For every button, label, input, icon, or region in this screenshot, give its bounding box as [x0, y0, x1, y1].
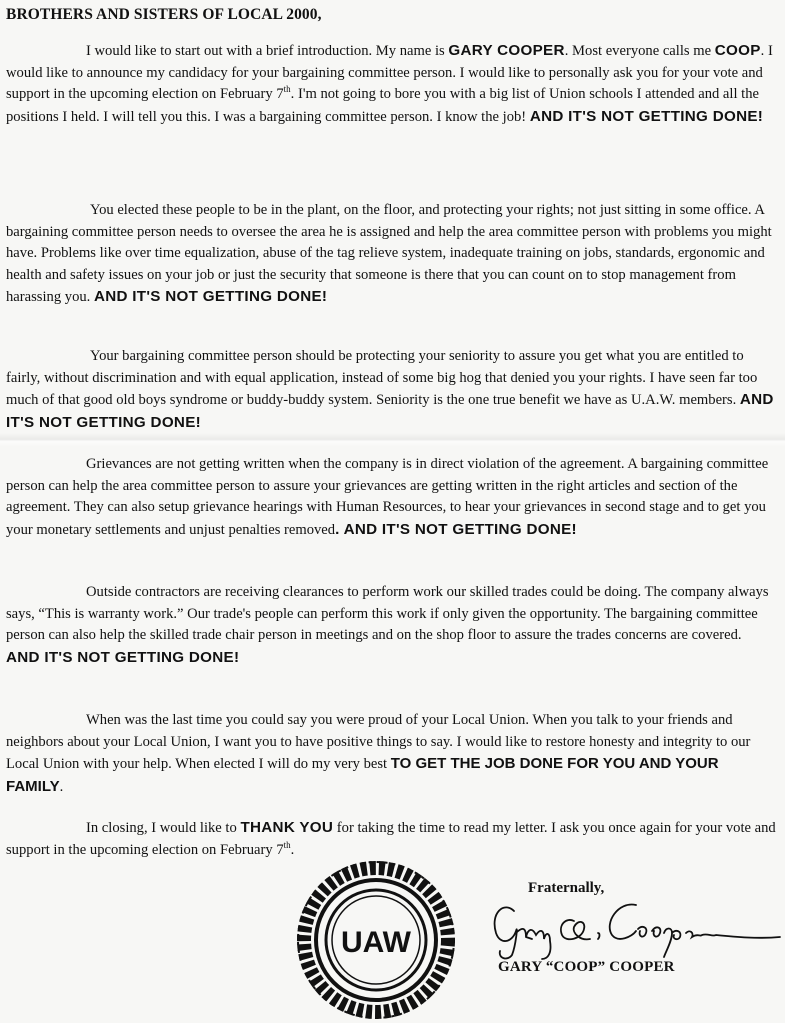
- seal-text: UAW: [341, 926, 411, 959]
- paragraph-local-union: When was the last time you could say you were proud of your Local Union. When you talk to your friends and neighbors about your Local Union, I want you to have positive things to say. I would like to restore honesty and integrity to our Local Union with your help. When elected I will do my very best TO GET THE JOB DONE FOR YOU AND YOUR FAMILY.: [6, 712, 751, 795]
- paragraph-closing: In closing, I would like to THANK YOU for taking the time to read my letter. I ask you once again for your vote and support in the upcoming election on February 7th.: [6, 819, 776, 858]
- handwritten-signature: [486, 893, 782, 963]
- refrain-text: AND IT'S NOT GETTING DONE!: [529, 107, 764, 125]
- candidate-nickname: COOP: [714, 42, 761, 59]
- paragraph-representation: You elected these people to be in the plant, on the floor, and protecting your rights; not just sitting in some office. A bargaining committee person needs to oversee the area he is assigned and help the area committee person with problems you might have. Problems like over time equalization, abuse of the tag relieve system, inadequate training on jobs, standards, ergonomic and health and safety issues on your job or just the security that someone is there that you can count on to stop management from harassing you. AND IT'S NOT GETTING DONE!: [6, 202, 772, 305]
- paragraph-seniority: Your bargaining committee person should be protecting your seniority to assure you get what you are entitled to fairly, without discrimination and with equal application, instead of some big hog that denied you your rights. I have seen far too much of that good old boys syndrome or buddy-buddy system. Seniority is the one true benefit we have as U.A.W. members. AND IT'S NOT GETTING DONE!: [6, 348, 774, 431]
- signer-name: GARY “COOP” COOPER: [498, 959, 675, 975]
- closing-salutation: Fraternally,: [528, 880, 605, 896]
- salutation: BROTHERS AND SISTERS OF LOCAL 2000,: [6, 6, 322, 23]
- refrain-text: AND IT'S NOT GETTING DONE!: [93, 288, 328, 305]
- refrain-text: AND IT'S NOT GETTING DONE!: [6, 648, 240, 666]
- thank-you-text: THANK YOU: [240, 819, 334, 836]
- paper-fold: [0, 433, 785, 447]
- paragraph-introduction: I would like to start out with a brief introduction. My name is GARY COOPER. Most everyone calls me COOP. I would like to announce my candidacy for your bargaining committee person. I would like to personally ask you for your vote and support in the upcoming election on February 7th. I'm not going to bore you with a big list of Union schools I attended and all the positions I held. I will tell you this. I was a bargaining committee person. I know the job! AND IT'S NOT GETTING DONE!: [6, 42, 773, 125]
- uaw-seal-logo: [296, 860, 456, 1020]
- candidate-name: GARY COOPER: [448, 42, 565, 59]
- refrain-text: AND IT'S NOT GETTING DONE!: [6, 391, 774, 431]
- refrain-text: . AND IT'S NOT GETTING DONE!: [335, 520, 577, 538]
- emphasis-text: TO GET THE JOB DONE FOR YOU AND YOUR FAMILY: [6, 755, 719, 795]
- paragraph-contractors: Outside contractors are receiving clearances to perform work our skilled trades could be doing. The company always says, “This is warranty work.” Our trade's people can perform this work if only given the opportunity. The bargaining committee person can also help the skilled trade chair person in meetings and on the shop floor to assure the trades concerns are covered. AND IT'S NOT GETTING DONE!: [6, 584, 769, 666]
- paragraph-grievances: Grievances are not getting written when the company is in direct violation of the agreement. A bargaining committee person can help the area committee person to assure your grievances are getting written in the right articles and section of the agreement. They can also setup grievance hearings with Human Resources, to hear your grievances in second stage and to get you your monetary settlements and unjust penalties removed. AND IT'S NOT GETTING DONE!: [6, 456, 769, 538]
